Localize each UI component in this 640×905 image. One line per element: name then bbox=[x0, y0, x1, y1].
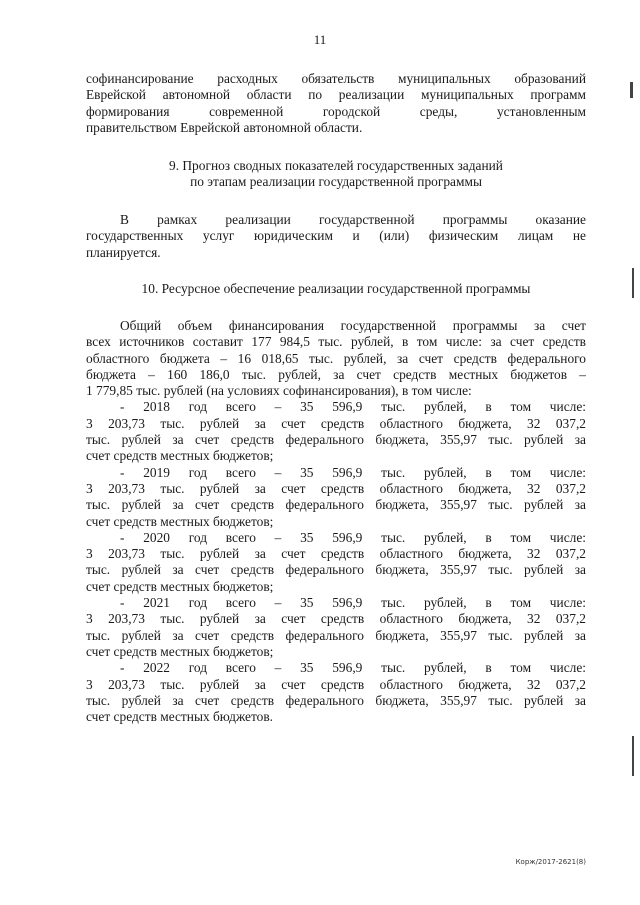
text-line: Общий объем финансирования государственной программы за счет bbox=[120, 318, 586, 333]
text-line: тыс. рублей за счет средств федерального бюджета, 355,97 тыс. рублей за bbox=[86, 497, 586, 513]
text-line: 3 203,73 тыс. рублей за счет средств областного бюджета, 32 037,2 bbox=[86, 676, 586, 692]
text-line: Еврейской автономной области по реализации муниципальных программ bbox=[86, 87, 586, 103]
year-item-2020: - 2020 год всего – 35 596,9 тыс. рублей, в том числе: bbox=[120, 529, 586, 545]
paragraph-total-funding bbox=[86, 318, 586, 725]
text-line: планируется. bbox=[86, 244, 161, 260]
text-line: государственных услуг юридическим и (или) физическим лицам не bbox=[86, 228, 586, 244]
year-item-2019: - 2019 год всего – 35 596,9 тыс. рублей, в том числе: bbox=[120, 464, 586, 480]
scan-edge-mark bbox=[632, 736, 634, 776]
year-item-2022: - 2022 год всего – 35 596,9 тыс. рублей, в том числе: bbox=[120, 660, 586, 676]
text-line: тыс. рублей за счет средств федерального бюджета, 355,97 тыс. рублей за bbox=[86, 627, 586, 643]
text-line: счет средств местных бюджетов; bbox=[86, 643, 274, 659]
text-line: счет средств местных бюджетов; bbox=[86, 578, 274, 594]
text-line: В рамках реализации государственной программы оказание bbox=[120, 212, 586, 227]
text-line: тыс. рублей за счет средств федерального бюджета, 355,97 тыс. рублей за bbox=[86, 692, 586, 708]
text-line: софинансирование расходных обязательств муниципальных образований bbox=[86, 71, 586, 86]
scan-edge-mark bbox=[630, 82, 633, 98]
scan-edge-mark bbox=[632, 268, 634, 298]
year-item-2021: - 2021 год всего – 35 596,9 тыс. рублей, в том числе: bbox=[120, 595, 586, 611]
heading-line: 9. Прогноз сводных показателей государственных заданий bbox=[169, 158, 503, 173]
text-line: областного бюджета – 16 018,65 тыс. рублей, за счет средств федерального bbox=[86, 350, 586, 366]
text-line: счет средств местных бюджетов; bbox=[86, 513, 274, 529]
text-line: 3 203,73 тыс. рублей за счет средств областного бюджета, 32 037,2 bbox=[86, 546, 586, 562]
text-line: 3 203,73 тыс. рублей за счет средств областного бюджета, 32 037,2 bbox=[86, 611, 586, 627]
text-line: правительством Еврейской автономной области. bbox=[86, 119, 363, 135]
section-9-heading bbox=[86, 158, 586, 191]
page-number: 11 bbox=[313, 32, 327, 47]
text-line: тыс. рублей за счет средств федерального бюджета, 355,97 тыс. рублей за bbox=[86, 562, 586, 578]
text-line: счет средств местных бюджетов. bbox=[86, 709, 273, 725]
document-code: Корж/2017-2621(8) bbox=[515, 858, 586, 866]
heading-line: 10. Ресурсное обеспечение реализации государственной программы bbox=[141, 281, 531, 296]
paragraph-cofinancing bbox=[86, 71, 586, 136]
text-line: бюджета – 160 186,0 тыс. рублей, за счет средств местных бюджетов – bbox=[86, 366, 586, 382]
year-item-2018: - 2018 год всего – 35 596,9 тыс. рублей, в том числе: bbox=[120, 399, 586, 415]
text-line: 3 203,73 тыс. рублей за счет средств областного бюджета, 32 037,2 bbox=[86, 415, 586, 431]
text-line: 3 203,73 тыс. рублей за счет средств областного бюджета, 32 037,2 bbox=[86, 480, 586, 496]
text-line: 1 779,85 тыс. рублей (на условиях софинансирования), в том числе: bbox=[86, 383, 472, 399]
paragraph-state-services bbox=[86, 212, 586, 261]
heading-line: по этапам реализации государственной программы bbox=[190, 174, 482, 190]
text-line: всех источников составит 177 984,5 тыс. рублей, в том числе: за счет средств bbox=[86, 334, 586, 350]
section-10-heading bbox=[86, 281, 586, 297]
text-line: формирования современной городской среды, установленным bbox=[86, 103, 586, 119]
text-line: счет средств местных бюджетов; bbox=[86, 448, 274, 464]
text-line: тыс. рублей за счет средств федерального бюджета, 355,97 тыс. рублей за bbox=[86, 432, 586, 448]
